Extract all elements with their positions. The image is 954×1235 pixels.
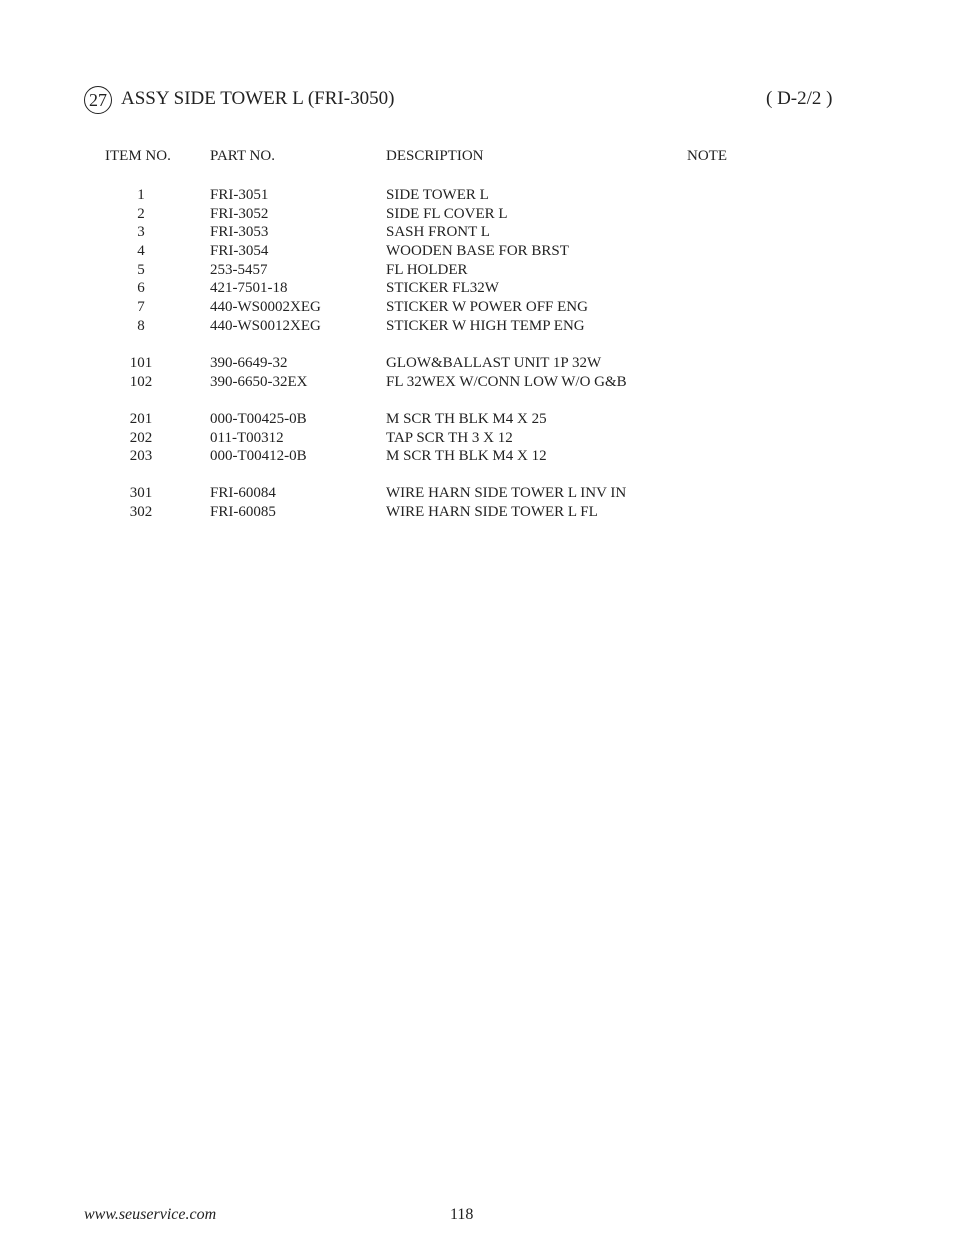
table-row: [0, 410, 954, 429]
table-row: [0, 298, 954, 317]
part-number: 421-7501-18: [210, 280, 288, 297]
part-number: FRI-3052: [210, 205, 269, 222]
item-number: 202: [129, 429, 153, 446]
parts-list: [0, 186, 954, 540]
part-description: WIRE HARN SIDE TOWER L FL: [386, 504, 598, 521]
section-number-badge: 27: [84, 86, 112, 114]
item-number: 7: [137, 299, 145, 316]
part-number: 390-6649-32: [210, 355, 288, 371]
item-number: 102: [129, 373, 153, 390]
part-number: FRI-3054: [210, 243, 269, 260]
page-reference: ( D-2/2 ): [766, 88, 833, 109]
table-row: [0, 447, 954, 466]
column-header-description: DESCRIPTION: [386, 148, 484, 164]
part-description: GLOW&BALLAST UNIT 1P 32W: [386, 355, 602, 371]
section-title: ASSY SIDE TOWER L (FRI-3050): [121, 88, 395, 109]
item-number: 302: [129, 504, 153, 521]
item-number: 3: [137, 224, 145, 241]
parts-group: [0, 484, 954, 521]
part-number: 011-T00312: [210, 429, 284, 446]
part-number: FRI-3051: [210, 187, 269, 203]
section-header: [84, 86, 844, 116]
table-row: [0, 317, 954, 336]
page-number: 118: [450, 1206, 474, 1223]
table-row: [0, 429, 954, 448]
item-number: 5: [137, 261, 145, 278]
part-number: FRI-60085: [210, 504, 276, 521]
item-number: 301: [129, 485, 153, 502]
part-number: 253-5457: [210, 261, 268, 278]
part-description: TAP SCR TH 3 X 12: [386, 429, 513, 446]
item-number: 203: [129, 448, 153, 465]
part-description: SIDE FL COVER L: [386, 205, 508, 222]
table-row: [0, 279, 954, 298]
part-number: 440-WS0002XEG: [210, 299, 321, 316]
table-row: [0, 503, 954, 522]
part-description: SASH FRONT L: [386, 224, 490, 241]
part-number: FRI-60084: [210, 485, 276, 502]
part-number: FRI-3053: [210, 224, 269, 241]
parts-group: [0, 410, 954, 466]
table-row: [0, 223, 954, 242]
parts-group: [0, 186, 954, 336]
part-number: 000-T00412-0B: [210, 448, 307, 465]
part-description: FL HOLDER: [386, 261, 468, 278]
part-description: STICKER FL32W: [386, 280, 499, 297]
column-header-part-no: PART NO.: [210, 148, 275, 164]
column-header-note: NOTE: [687, 148, 727, 164]
table-row: [0, 261, 954, 280]
part-number: 390-6650-32EX: [210, 373, 308, 390]
table-row: [0, 186, 954, 205]
part-number: 440-WS0012XEG: [210, 317, 321, 334]
part-number: 000-T00425-0B: [210, 410, 307, 427]
part-description: WOODEN BASE FOR BRST: [386, 243, 569, 260]
part-description: SIDE TOWER L: [386, 187, 489, 203]
table-row: [0, 354, 954, 373]
item-number: 101: [129, 355, 153, 371]
part-description: FL 32WEX W/CONN LOW W/O G&B: [386, 373, 627, 390]
item-number: 2: [137, 205, 145, 222]
part-description: STICKER W HIGH TEMP ENG: [386, 317, 585, 334]
parts-group: [0, 354, 954, 391]
part-description: WIRE HARN SIDE TOWER L INV IN: [386, 485, 627, 502]
item-number: 6: [137, 280, 145, 297]
item-number: 1: [137, 187, 145, 203]
table-row: [0, 205, 954, 224]
column-header-item-no: ITEM NO.: [105, 148, 171, 164]
part-description: STICKER W POWER OFF ENG: [386, 299, 588, 316]
item-number: 4: [137, 243, 145, 260]
footer-website: www.seuservice.com: [84, 1206, 217, 1223]
item-number: 8: [137, 317, 145, 334]
table-row: [0, 242, 954, 261]
part-description: M SCR TH BLK M4 X 12: [386, 448, 547, 465]
table-row: [0, 484, 954, 503]
column-headers: [0, 148, 954, 168]
table-row: [0, 373, 954, 392]
part-description: M SCR TH BLK M4 X 25: [386, 410, 547, 427]
item-number: 201: [129, 410, 153, 427]
